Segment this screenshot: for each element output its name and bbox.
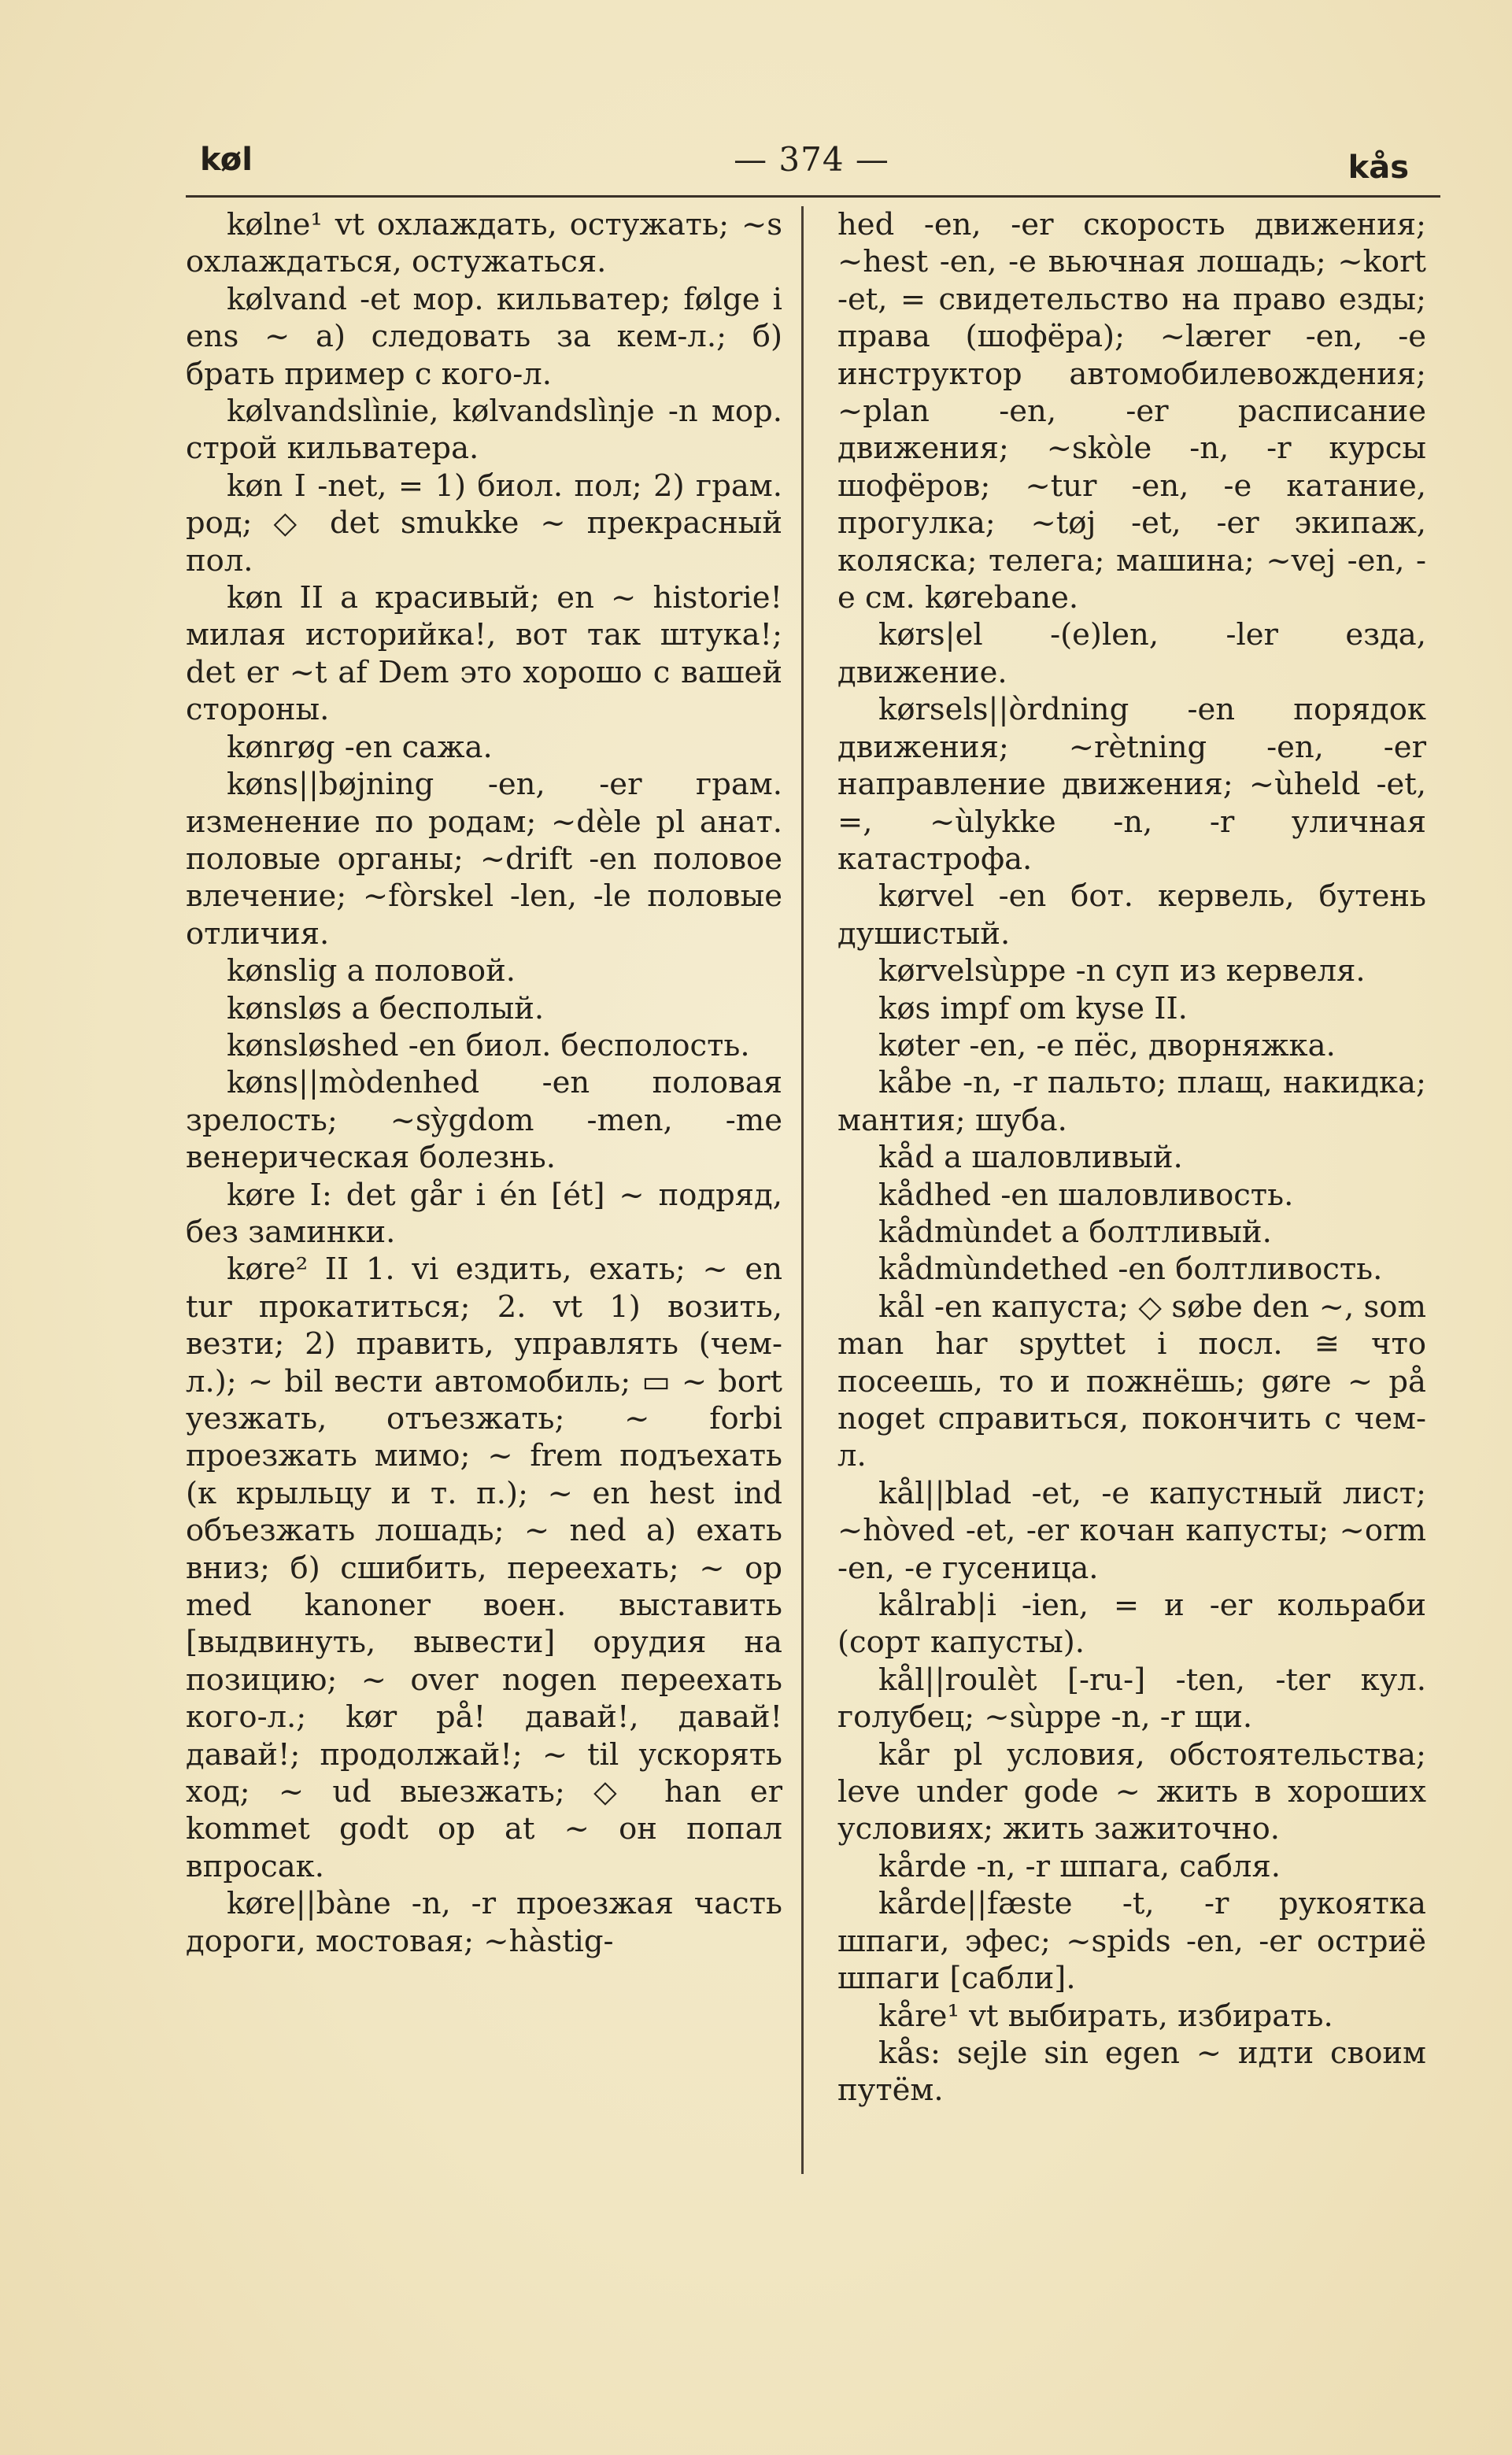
entry-karde-faeste: kårde||fæste -t, -r рукоятка шпаги, эфес; ~spids -en, -er остриё шпаги [сабли]. — [837, 1886, 1426, 1997]
entry-kar: kår pl условия, обстоятельства; leve under gode ~ жить в хороших условиях; жить зажиточно. — [837, 1736, 1426, 1847]
entry-korvelsuppe: kørvelsùppe -n суп из кервеля. — [878, 953, 1366, 989]
entry-konslos: kønsløs a бесполый. — [227, 990, 545, 1026]
entry-konslig: kønslig a половой. — [227, 953, 516, 989]
entry-kas: kås: sejle sin egen ~ идти своим путём. — [837, 2035, 1426, 2109]
entry-kon-1: køn I -net, = 1) биол. пол; 2) грам. род; ◇ det smukke ~ прекрасный пол. — [186, 468, 782, 579]
entry-koter: køter -en, -e пёс, дворняжка. — [878, 1027, 1336, 1063]
entry-korsel: kørs|el -(e)len, -ler езда, движение. — [837, 617, 1426, 690]
right-column — [837, 206, 1426, 2109]
entry-kadhed: kådhed -en шаловливость. — [878, 1177, 1294, 1213]
entry-kad: kåd a шаловливый. — [878, 1140, 1183, 1176]
entry-kolvand: kølvand -et мор. кильватер; følge i ens ~ а) следовать за кем-л.; б) брать пример с кого-л. — [186, 281, 782, 392]
entry-konrog: kønrøg -en сажа. — [227, 729, 493, 765]
entry-kos: køs impf om kyse II. — [878, 990, 1188, 1026]
entry-karde: kårde -n, -r шпага, сабля. — [878, 1848, 1281, 1884]
entry-korvel: kørvel -en бот. кервель, бутень душистый. — [837, 878, 1426, 952]
entry-kore-1: køre I: det går i én [ét] ~ подряд, без заминки. — [186, 1177, 782, 1250]
entry-kons-bojning: køns||bøjning -en, -er грам. изменение по родам; ~dèle pl анат. половые органы; ~drift -en половое влечение; ~fòrskel -len, -le половые отличия. — [186, 767, 782, 952]
entry-kalrabi: kålrab|i -ien, = и -er кольраби (сорт капусты). — [837, 1588, 1426, 1661]
header-last-word: kås — [1347, 150, 1409, 186]
column-divider — [801, 206, 804, 2174]
entry-kon-2: køn II a красивый; en ~ historie! милая историйка!, вот так штука!; det er ~t af Dem это хорошо с вашей стороны. — [186, 580, 782, 728]
entry-kons-modenhed: køns||mòdenhed -en половая зрелость; ~sỳgdom -men, -me венерическая болезнь. — [186, 1065, 782, 1176]
header-first-word: køl — [200, 142, 253, 178]
page-header — [183, 132, 1440, 195]
entry-kore-bane: køre||bàne -n, -r проезжая часть дороги, мостовая; ~hàstig- — [186, 1886, 782, 1959]
entry-kabe: kåbe -n, -r пальто; плащ, накидка; мантия; шуба. — [837, 1065, 1426, 1138]
entry-kal-blad: kål||blad -et, -e капустный лист; ~hòved -et, -er кочан капусты; ~orm -en, -e гусеница. — [837, 1475, 1426, 1586]
entry-konsloshed: kønsløshed -en биол. бесполость. — [227, 1027, 750, 1063]
entry-korsels-ordning: kørsels||òrdning -en порядок движения; ~rètning -en, -er направление движения; ~ùheld -et, =, ~ùlykke -n, -r уличная катастрофа. — [837, 692, 1426, 877]
entry-kadmundethed: kådmùndethed -en болтливость. — [878, 1252, 1383, 1288]
entry-kare: kåre¹ vt выбирать, избирать. — [878, 1998, 1333, 2034]
entry-kal: kål -en капуста; ◇ søbe den ~, som man har spyttet i посл. ≅ что посеешь, то и пожнёшь; gøre ~ på noget справиться, покончить с чем-л. — [837, 1289, 1426, 1474]
entry-kolne: kølne¹ vt охлаждать, остужать; ~s охлаждаться, остужаться. — [186, 207, 782, 280]
entry-kal-roulet: kål||roulèt [-ru-] -ten, -ter кул. голубец; ~sùppe -n, -r щи. — [837, 1662, 1426, 1736]
left-column — [186, 206, 782, 1960]
page-number: — 374 — — [734, 140, 889, 179]
entry-kadmundet: kådmùndet a болтливый. — [878, 1214, 1272, 1250]
header-rule — [186, 195, 1440, 198]
entry-kolvandslinie: kølvandslìnie, kølvandslìnje -n мор. строй кильватера. — [186, 394, 782, 467]
entry-kore-2: køre² II 1. vi ездить, ехать; ~ en tur прокатиться; 2. vt 1) возить, везти; 2) править, управлять (чем-л.); ~ bil вести автомобиль; ▭ ~ bort уезжать, отъезжать; ~ forbi проезжать мимо; ~ frem подъехать (к крыльцу и т. п.); ~ en hest ind объезжать лошадь; ~ ned а) ехать вниз; б) сшибить, переехать; ~ op med kanoner воен. выставить [выдвинуть, вывести] орудия на позицию; ~ over nogen переехать кого-л.; kør på! давай!, давай! давай!; продолжай!; ~ til ускорять ход; ~ ud выезжать; ◇ han er kommet godt op at ~ он попал впросак. — [186, 1252, 782, 1884]
entry-korehastighed-cont: hed -en, -er скорость движения; ~hest -en, -e вьючная лошадь; ~kort -et, = свидетельство на право езды; права (шофёра); ~lærer -en, -e инструктор автомобилевождения; ~plan -en, -er расписание движения; ~skòle -n, -r курсы шофёров; ~tur -en, -e катание, прогулка; ~tøj -et, -er экипаж, коляска; телега; машина; ~vej -en, -e см. kørebane. — [837, 207, 1426, 616]
